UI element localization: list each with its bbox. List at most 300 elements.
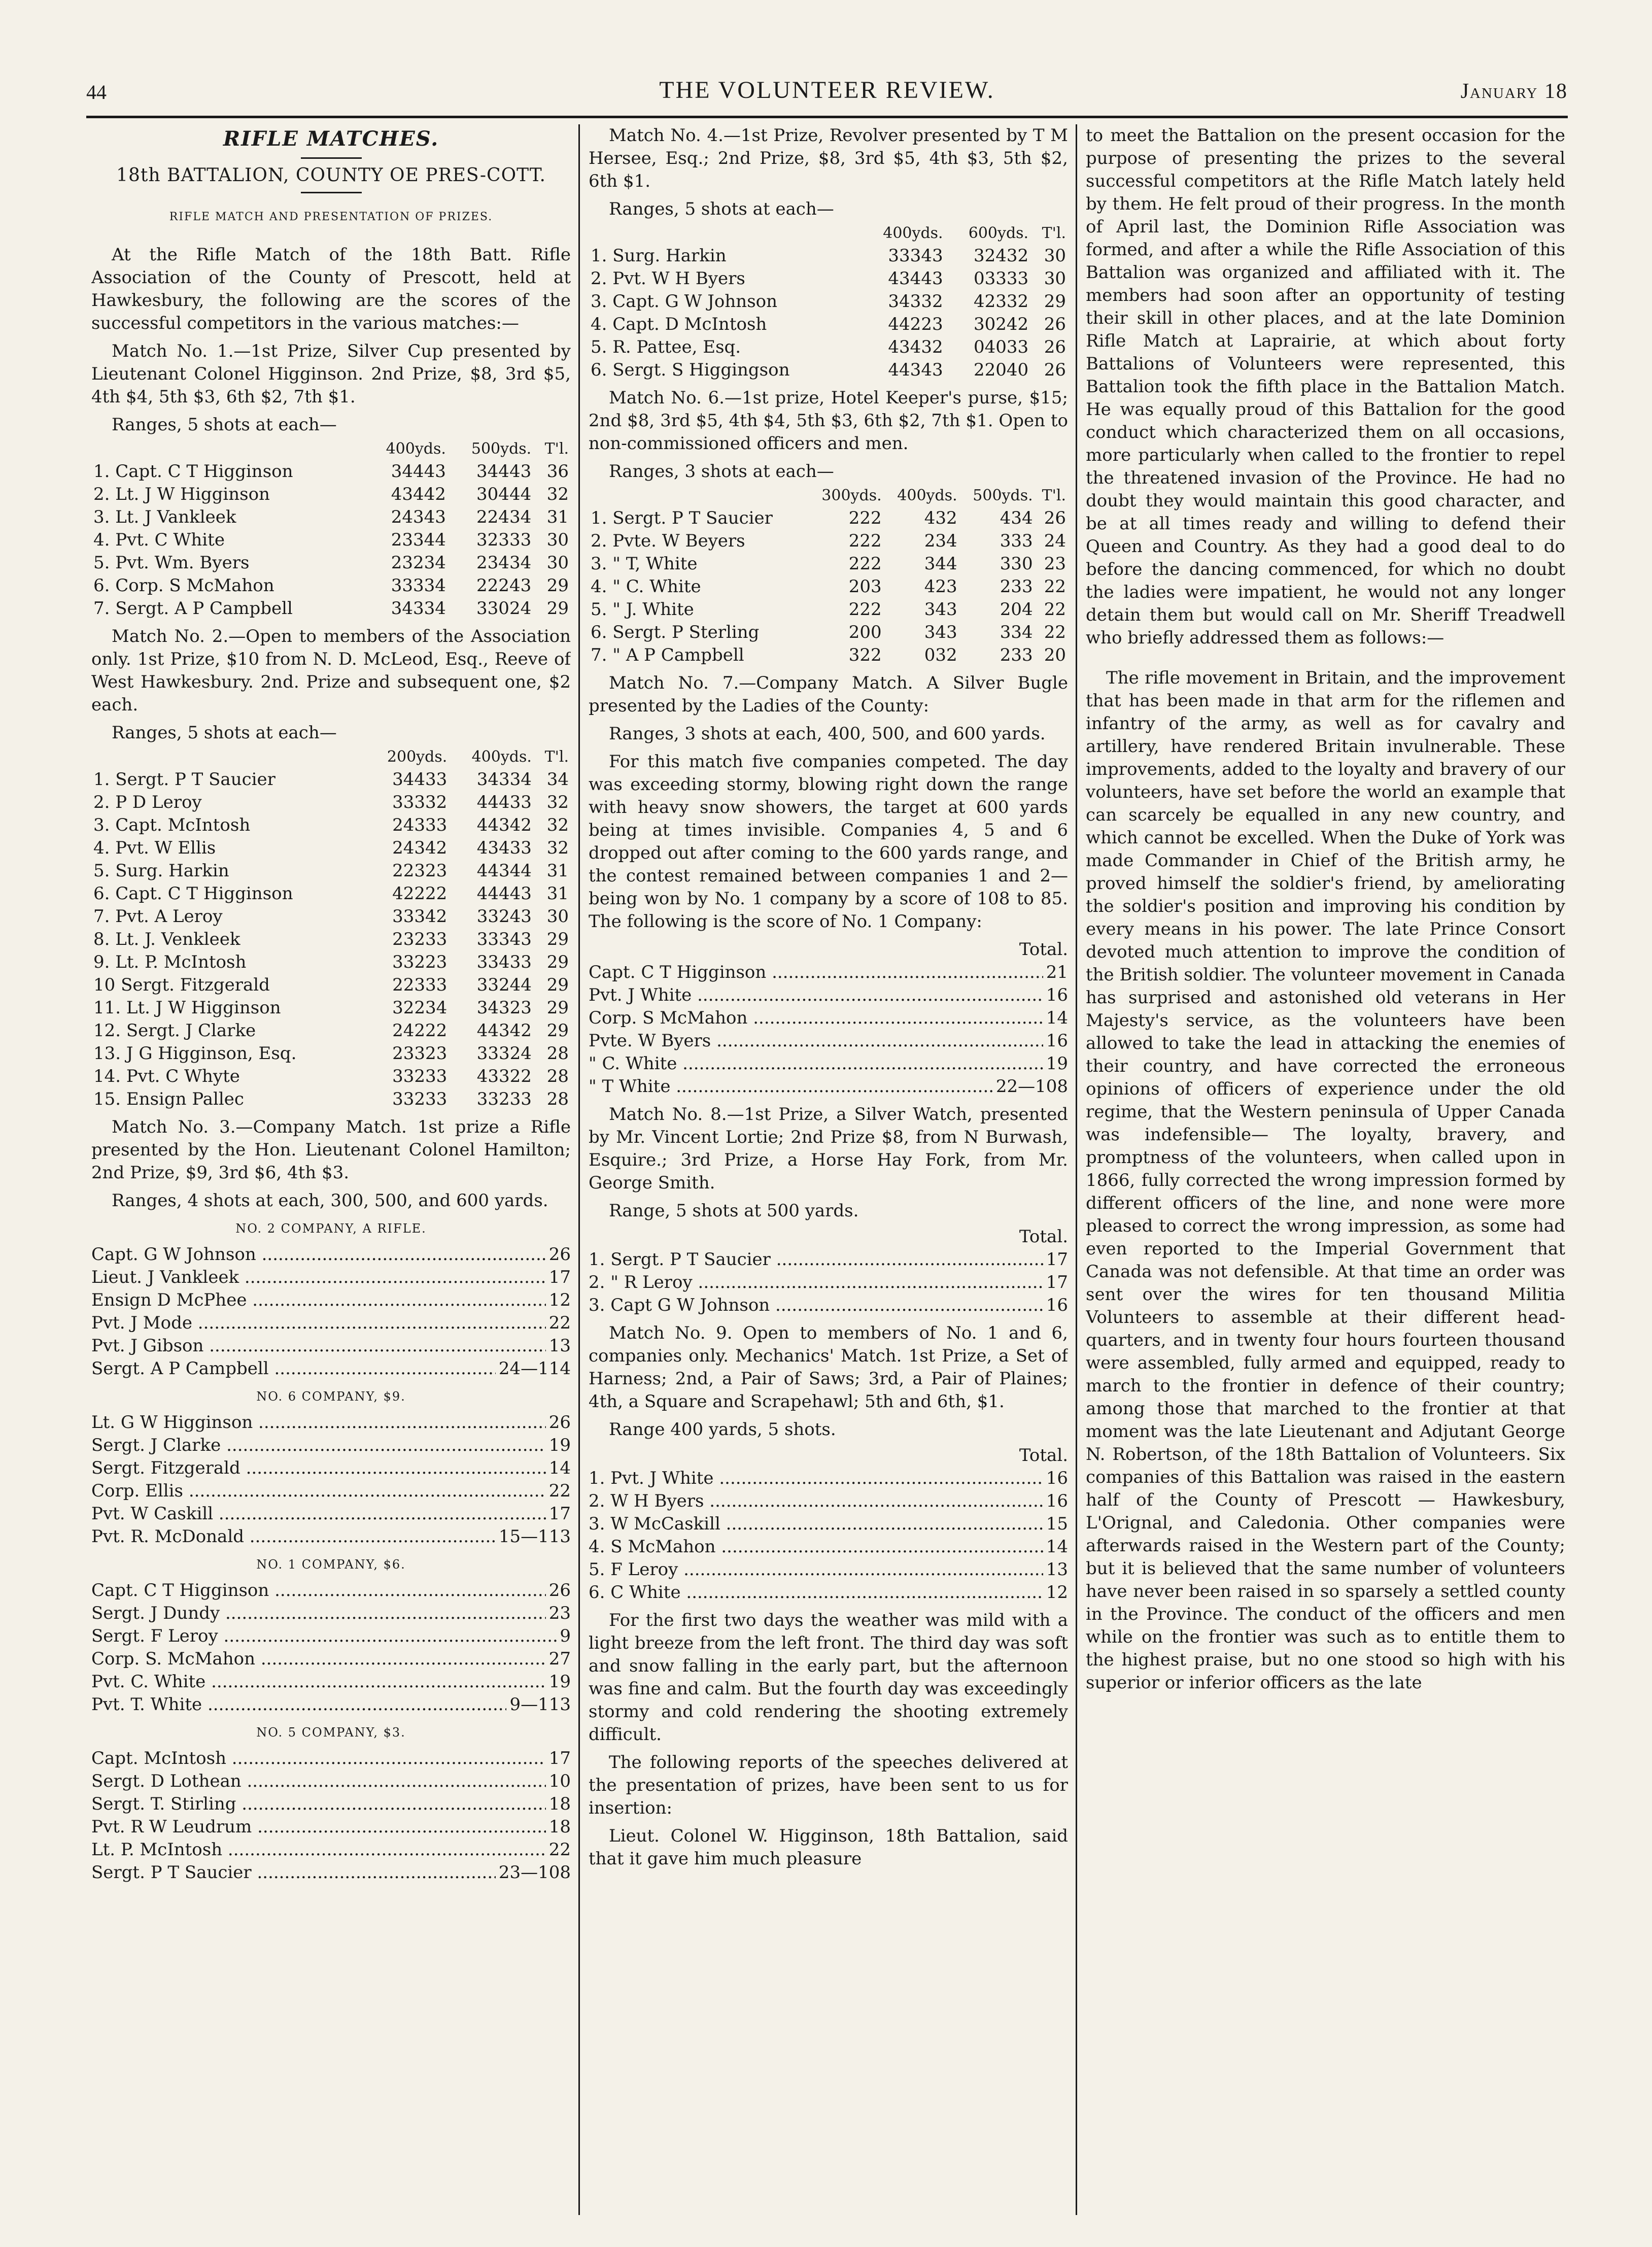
score-cell: 20 [1044, 645, 1066, 665]
competitor-name: 7. Sergt. A P Campbell [93, 598, 293, 619]
score-cell: 44342 [476, 1020, 532, 1041]
score-cell: 30 [546, 530, 569, 550]
score-cell: 30 [546, 553, 569, 573]
subheading: 18th BATTALION, COUNTY OE PRES-COTT. [116, 165, 546, 186]
score-cell: 29 [1044, 291, 1066, 312]
column-3 [1086, 124, 1565, 2215]
score-cell: 33233 [476, 1089, 532, 1109]
competitor-name: Lt. P. McIntosh ..... [91, 1839, 546, 1861]
score-list-item [91, 1625, 571, 1648]
score-row [91, 928, 571, 951]
competitor-name: 2. P D Leroy [93, 792, 202, 812]
heading-rule [301, 192, 362, 193]
score-row [91, 483, 571, 506]
competitor-name: 7. Pvt. A Leroy [93, 906, 223, 927]
competitor-name: 1. Sergt. P T Saucier [591, 508, 773, 528]
match-2-table: 200yds. 400yds. T'l. 1. Sergt. P T Saucier 34433 34334 34 2. P D Leroy 33332 44433 32 3. Capt. McIntosh 24333 44342 32 4. Pvt. W Ellis 24342 43433 32 5. Surg. Harkin 22323 44344 31 6. Capt. C T Higginson 42222 44443 31 7. Pvt. A Leroy 33342 33243 30 8. Lt. J. Venkleek 23233 33343 29 9. Lt. P. McIntosh 33223 33433 29 10 Sergt. Fitzgerald 22333 33244 29 11. Lt. J W Higginson 32234 34323 29 12. Sergt. J Clarke 24222 44342 29 13. J G Higginson, Esq. 23323 33324 28 14. Pvt. C Whyte 33233 43322 28 15. Ensign Pallec 33233 33233 28 [91, 745, 571, 1111]
score-cell: 33343 [476, 929, 532, 949]
match-7-text: Match No. 7.—Company Match. A Silver Bugle presented by the Ladies of the County: [589, 673, 1068, 716]
score-cell: 222 [848, 554, 882, 574]
score-cell: 44342 [476, 815, 532, 835]
score-row [91, 974, 571, 997]
score-cell: 23323 [392, 1043, 448, 1064]
score-cell: 23344 [391, 530, 446, 550]
score-value: 26 [548, 1244, 571, 1265]
score-cell: 222 [848, 531, 882, 551]
page-number: 44 [86, 81, 107, 104]
score-cell: 222 [848, 599, 882, 620]
score-row [91, 997, 571, 1019]
score-row [91, 768, 571, 791]
competitor-name: 5. Surg. Harkin [93, 861, 229, 881]
competitor-name: Pvt. J White ..... [589, 984, 1043, 1007]
competitor-name: Pvt. J Mode ..... [91, 1312, 546, 1335]
score-list-item [589, 1558, 1068, 1581]
score-cell: 26 [1044, 337, 1066, 357]
score-value: 26 [548, 1412, 571, 1433]
competitor-name: 5. Pvt. Wm. Byers [93, 553, 250, 573]
score-cell: 333 [1000, 531, 1033, 551]
match-2-ranges: Ranges, 5 shots at each— [112, 723, 337, 743]
score-cell: 34323 [476, 998, 532, 1018]
score-row [589, 575, 1068, 598]
score-value: 12 [1046, 1582, 1068, 1603]
score-value: 16 [1046, 1295, 1068, 1315]
match-4-table: 400yds. 600yds. T'l. 1. Surg. Harkin 33343 32432 30 2. Pvt. W H Byers 43443 03333 30 3. Capt. G W Johnson 34332 42332 29 4. Capt. D McIntosh 44223 30242 26 5. R. Pattee, Esq. 43432 04033 26 6. Sergt. S Higgingson 44343 22040 26 [589, 222, 1068, 382]
score-cell: 23234 [391, 553, 446, 573]
score-cell: 32 [546, 484, 569, 504]
score-row [589, 313, 1068, 336]
score-cell: 22243 [476, 575, 532, 596]
competitor-name: 6. Sergt. P Sterling [591, 622, 760, 642]
score-cell: 03333 [973, 268, 1029, 289]
score-cell: 26 [1044, 360, 1066, 380]
score-cell: 22333 [392, 975, 448, 995]
score-row [91, 814, 571, 837]
competitor-name: 3. Capt. McIntosh [93, 815, 251, 835]
score-row [589, 336, 1068, 359]
score-cell: 33223 [392, 952, 448, 972]
header-rule [86, 116, 1568, 118]
competitor-name: 5. " J. White [591, 599, 694, 620]
score-value: 16 [1046, 1468, 1068, 1488]
score-cell: 29 [546, 1020, 569, 1041]
competitor-name: 9. Lt. P. McIntosh [93, 952, 247, 972]
competitor-name: 1. Sergt. P T Saucier ..... [589, 1248, 1043, 1271]
score-cell: 33343 [888, 246, 943, 266]
score-cell: 29 [546, 952, 569, 972]
score-cell: 233 [1000, 645, 1033, 665]
competitor-name: 4. Pvt. W Ellis [93, 838, 216, 858]
score-value: 22 [548, 1840, 571, 1860]
score-list-item [589, 1248, 1068, 1271]
score-cell: 32333 [476, 530, 532, 550]
competitor-name: 4. Capt. D McIntosh [591, 314, 767, 334]
score-cell: 42332 [973, 291, 1029, 312]
competitor-name: 2. " R Leroy ..... [589, 1271, 1043, 1294]
score-cell: 33334 [391, 575, 446, 596]
competitor-name: Corp. S. McMahon ..... [91, 1648, 546, 1671]
score-list-item [91, 1648, 571, 1671]
score-cell: 32 [546, 792, 569, 812]
score-cell: 24343 [391, 507, 446, 527]
score-cell: 200 [848, 622, 882, 642]
score-cell: 43442 [391, 484, 446, 504]
score-row [589, 644, 1068, 667]
company-heading: NO. 5 COMPANY, $3. [256, 1725, 406, 1740]
competitor-name: Sergt. J Clarke ..... [91, 1434, 546, 1457]
competitor-name: Sergt. J Dundy ..... [91, 1602, 546, 1625]
competitor-name: Capt. C T Higginson ..... [589, 961, 1043, 984]
score-cell: 26 [1044, 508, 1066, 528]
score-value: 16 [1046, 1031, 1068, 1051]
match-2-text: Match No. 2.—Open to members of the Association only. 1st Prize, $10 from N. D. McLeod, Esq., Reeve of West Hawkesbury. 2nd. Prize and subsequent one, $2 each. [91, 626, 571, 715]
score-cell: 322 [848, 645, 882, 665]
score-list-item [589, 1271, 1068, 1294]
score-cell: 204 [1000, 599, 1033, 620]
score-list-item [589, 1007, 1068, 1030]
company-heading: NO. 1 COMPANY, $6. [256, 1557, 406, 1572]
competitor-name: 12. Sergt. J Clarke [93, 1020, 256, 1041]
match-1-text: Match No. 1.—1st Prize, Silver Cup presented by Lieutenant Colonel Higginson. 2nd Prize, $8, 3rd $5, 4th $4, 5th $3, 6th $2, 7th $1. [91, 341, 571, 407]
score-cell: 33342 [392, 906, 448, 927]
competitor-name: 3. Capt. G W Johnson [591, 291, 778, 312]
score-cell: 34443 [476, 461, 532, 482]
score-cell: 33233 [392, 1089, 448, 1109]
score-value: 17 [1046, 1272, 1068, 1292]
score-value: 18 [548, 1817, 571, 1837]
score-list-item [589, 1052, 1068, 1075]
competitor-name: Pvt. J Gibson ..... [91, 1335, 546, 1357]
score-value: 23—108 [498, 1862, 571, 1883]
match-7-description: For this match five companies competed. The day was exceeding stormy, blowing right down the range with heavy snow showers, the target at 600 yards being at times invisible. Companies 4, 5 and 6 dropped out after coming to the 600 yards range, and the contest remained between companies 1 and 2—being won by No. 1 company by a score of 108 to 85. The following is the score of No. 1 Company: [589, 752, 1068, 932]
score-cell: 36 [546, 461, 569, 482]
competitor-name: " C. White ..... [589, 1052, 1043, 1075]
competitor-name: 6. C White ..... [589, 1581, 1043, 1604]
score-cell: 34334 [476, 769, 532, 790]
score-cell: 22434 [476, 507, 532, 527]
score-row [589, 359, 1068, 382]
score-row [589, 553, 1068, 575]
match-6-ranges: Ranges, 3 shots at each— [609, 461, 834, 482]
competitor-name: 4. Pvt. C White [93, 530, 225, 550]
score-value: 22—108 [995, 1076, 1068, 1097]
score-cell: 23 [1044, 554, 1066, 574]
competitor-name: 1. Surg. Harkin [591, 246, 727, 266]
score-list-item [91, 1457, 571, 1480]
score-cell: 33243 [476, 906, 532, 927]
score-cell: 30 [546, 906, 569, 927]
score-list-item [91, 1312, 571, 1335]
score-cell: 28 [546, 1089, 569, 1109]
score-cell: 44443 [476, 883, 532, 904]
score-cell: 24222 [392, 1020, 448, 1041]
score-value: 10 [548, 1771, 571, 1791]
competitor-name: 6. Capt. C T Higginson [93, 883, 293, 904]
score-row [91, 1065, 571, 1088]
score-cell: 30 [1044, 246, 1066, 266]
score-value: 24—114 [498, 1358, 571, 1379]
score-value: 17 [548, 1267, 571, 1287]
score-value: 13 [1046, 1559, 1068, 1580]
score-list-item [91, 1525, 571, 1548]
competitor-name: 3. W McCaskill ..... [589, 1513, 1043, 1536]
score-cell: 44223 [888, 314, 943, 334]
competitor-name: 6. Sergt. S Higgingson [591, 360, 790, 380]
score-list-item [91, 1266, 571, 1289]
score-value: 13 [548, 1336, 571, 1356]
score-cell: 28 [546, 1043, 569, 1064]
competitor-name: 5. F Leroy ..... [589, 1558, 1043, 1581]
score-value: 19 [548, 1435, 571, 1455]
match-9-score-list [589, 1467, 1068, 1604]
company-heading: NO. 6 COMPANY, $9. [256, 1389, 406, 1404]
competitor-name: 4. " C. White [591, 576, 701, 597]
score-cell: 34334 [391, 598, 446, 619]
page-header [86, 76, 1568, 112]
competitor-name: 2. W H Byers ..... [589, 1490, 1043, 1513]
score-value: 19 [1046, 1053, 1068, 1074]
score-list-item [91, 1747, 571, 1770]
competitor-name: Pvt. T. White ..... [91, 1693, 506, 1716]
score-list-item [589, 1075, 1068, 1098]
score-value: 15 [1046, 1514, 1068, 1534]
score-list-item [91, 1503, 571, 1525]
score-row [91, 905, 571, 928]
score-cell: 34332 [888, 291, 943, 312]
score-list-item [91, 1693, 571, 1716]
match-4-text: Match No. 4.—1st Prize, Revolver presented by T M Hersee, Esq.; 2nd Prize, $8, 3rd $5, 4th $3, 5th $2, 6th $1. [589, 125, 1068, 191]
lieut-colonel-paragraph: Lieut. Colonel W. Higginson, 18th Battalion, said that it gave him much pleasure [589, 1826, 1068, 1869]
competitor-name: 3. Lt. J Vankleek [93, 507, 236, 527]
score-list-item [589, 1467, 1068, 1490]
score-cell: 43432 [888, 337, 943, 357]
score-cell: 29 [546, 598, 569, 619]
score-list-item [91, 1579, 571, 1602]
match-1-ranges: Ranges, 5 shots at each— [112, 415, 337, 435]
score-list-item [589, 1536, 1068, 1558]
score-cell: 32432 [973, 246, 1029, 266]
score-value: 9 [560, 1626, 571, 1646]
score-value: 26 [548, 1580, 571, 1601]
score-cell: 31 [546, 861, 569, 881]
score-value: 12 [548, 1290, 571, 1310]
score-value: 14 [1046, 1008, 1068, 1028]
score-row [589, 267, 1068, 290]
competitor-name: Sergt. P T Saucier ..... [91, 1861, 496, 1884]
score-cell: 330 [1000, 554, 1033, 574]
score-list-item [91, 1480, 571, 1503]
score-cell: 24 [1044, 531, 1066, 551]
score-list-item [91, 1335, 571, 1357]
score-cell: 31 [546, 883, 569, 904]
score-cell: 29 [546, 998, 569, 1018]
column-2 [589, 124, 1068, 2215]
competitor-name: Capt. G W Johnson ..... [91, 1243, 546, 1266]
score-cell: 24342 [392, 838, 448, 858]
score-cell: 31 [546, 507, 569, 527]
competitor-name: 3. Capt G W Johnson ..... [589, 1294, 1043, 1317]
match-8-score-list [589, 1248, 1068, 1317]
score-value: 22 [548, 1313, 571, 1333]
competitor-name: Pvt. W Caskill ..... [91, 1503, 546, 1525]
score-cell: 22 [1044, 622, 1066, 642]
issue-date: January 18 [1460, 80, 1568, 103]
score-cell: 34433 [392, 769, 448, 790]
match-9-range: Range 400 yards, 5 shots. [609, 1419, 836, 1440]
competitor-name: Sergt. T. Stirling ..... [91, 1793, 546, 1816]
score-list-item [589, 1581, 1068, 1604]
match-6-table: 300yds. 400yds. 500yds. T'l. 1. Sergt. P T Saucier 222 432 434 26 2. Pvte. W Beyers 222 234 333 24 3. " T, White 222 344 330 23 4. " C. White 203 423 233 22 5. " J. White 222 343 204 22 6. Sergt. P Sterling 200 343 334 22 7. " A P Campbell 322 032 233 20 [589, 484, 1068, 667]
score-cell: 44344 [476, 861, 532, 881]
score-cell: 222 [848, 508, 882, 528]
score-cell: 344 [924, 554, 957, 574]
competitor-name: 1. Capt. C T Higginson [93, 461, 293, 482]
score-cell: 34443 [391, 461, 446, 482]
competitor-name: 5. R. Pattee, Esq. [591, 337, 741, 357]
score-cell: 203 [848, 576, 882, 597]
score-cell: 26 [1044, 314, 1066, 334]
competitor-name: Sergt. F Leroy ..... [91, 1625, 557, 1648]
score-row [91, 552, 571, 574]
score-row [91, 882, 571, 905]
competitor-name: 1. Sergt. P T Saucier [93, 769, 276, 790]
speech-paragraph: to meet the Battalion on the present occasion for the purpose of presenting the prizes to the several successful competitors at the Rifle Match lately held by them. He felt proud of their progress. In the month of April last, the Dominion Rifle Association was formed, and after a while the Rifle Association of this Battalion was organized and affiliated with it. The members had soon after an opportunity of testing their skill in other places, and at the late Dominion Rifle Match at Laprairie, at which about forty Battalions of Volunteers were represented, this Battalion took the fifth place in the Battalion Match. He was equally proud of this Battalion for the good conduct which characterized them on all occasions, more particularly when called to the frontier to repel the threatened invasion of the Province. He had no doubt they would maintain this good character, and be at all times ready and willing to defend their Queen and Country. As they had a good deal to do before the dancing commenced, for which no doubt the ladies were impatient, he would not any longer detain them but would call on Mr. Sheriff Treadwell who briefly addressed them as follows:— [1086, 125, 1565, 648]
score-value: 14 [548, 1458, 571, 1478]
score-value: 27 [548, 1649, 571, 1669]
competitor-name: Corp. Ellis ..... [91, 1480, 546, 1503]
competitor-name: Pvt. R W Leudrum ..... [91, 1816, 546, 1839]
competitor-name: Lieut. J Vankleek ..... [91, 1266, 546, 1289]
score-row [589, 530, 1068, 553]
score-cell: 43322 [476, 1066, 532, 1086]
score-value: 15—113 [498, 1526, 571, 1547]
score-row [91, 460, 571, 483]
score-row [589, 621, 1068, 644]
competitor-name: Pvt. C. White ..... [91, 1671, 546, 1693]
competitor-name: 13. J G Higginson, Esq. [93, 1043, 297, 1064]
score-list-item [91, 1793, 571, 1816]
score-cell: 44343 [888, 360, 943, 380]
score-list-item [91, 1839, 571, 1861]
intro-paragraph: At the Rifle Match of the 18th Batt. Rifle Association of the County of Prescott, held at Hawkesbury, the following are the scores of the successful competitors in the various matches:— [91, 245, 571, 333]
competitor-name: " T White ..... [589, 1075, 993, 1098]
company-heading: NO. 2 COMPANY, A RIFLE. [235, 1221, 427, 1236]
score-cell: 28 [546, 1066, 569, 1086]
competitor-name: Pvt. R. McDonald ..... [91, 1525, 496, 1548]
score-cell: 29 [546, 575, 569, 596]
column-divider [1076, 124, 1077, 2215]
score-list-item [91, 1861, 571, 1884]
match-7-ranges: Ranges, 3 shots at each, 400, 500, and 600 yards. [609, 724, 1046, 744]
competitor-name: 7. " A P Campbell [591, 645, 744, 665]
match-4-ranges: Ranges, 5 shots at each— [609, 199, 834, 219]
score-list-item [91, 1411, 571, 1434]
score-cell: 30444 [476, 484, 532, 504]
score-value: 21 [1046, 962, 1068, 982]
score-cell: 32 [546, 838, 569, 858]
score-cell: 42222 [392, 883, 448, 904]
score-row [589, 507, 1068, 530]
competitor-name: 6. Corp. S McMahon [93, 575, 274, 596]
total-label: Total. [1019, 939, 1068, 960]
competitor-name: 3. " T, White [591, 554, 698, 574]
score-cell: 34 [546, 769, 569, 790]
score-value: 16 [1046, 985, 1068, 1005]
match-3-text: Match No. 3.—Company Match. 1st prize a Rifle presented by the Hon. Lieutenant Colonel Hamilton; 2nd Prize, $9, 3rd $6, 4th $3. [91, 1117, 571, 1183]
competitor-name: 4. S McMahon ..... [589, 1536, 1043, 1558]
score-row [91, 837, 571, 860]
score-cell: 423 [924, 576, 957, 597]
score-value: 14 [1046, 1537, 1068, 1557]
score-row [589, 290, 1068, 313]
competitor-name: 2. Pvt. W H Byers [591, 268, 745, 289]
score-cell: 33324 [476, 1043, 532, 1064]
column-divider [578, 124, 580, 2215]
score-row [91, 1019, 571, 1042]
score-list-item [589, 961, 1068, 984]
speeches-paragraph: The following reports of the speeches delivered at the presentation of prizes, have been sent to us for insertion: [589, 1752, 1068, 1818]
score-cell: 032 [924, 645, 957, 665]
competitor-name: Corp. S McMahon ..... [589, 1007, 1043, 1030]
score-cell: 43443 [888, 268, 943, 289]
score-list-item [91, 1357, 571, 1380]
match-1-table: 400yds. 500yds. T'l. 1. Capt. C T Higginson 34443 34443 36 2. Lt. J W Higginson 43442 30444 32 3. Lt. J Vankleek 24343 22434 31 4. Pvt. C White 23344 32333 30 5. Pvt. Wm. Byers 23234 23434 30 6. Corp. S McMahon 33334 22243 29 7. Sergt. A P Campbell 34334 33024 29 [91, 437, 571, 620]
score-row [589, 245, 1068, 267]
score-row [91, 574, 571, 597]
score-cell: 30242 [973, 314, 1029, 334]
competitor-name: 10 Sergt. Fitzgerald [93, 975, 270, 995]
score-cell: 432 [924, 508, 957, 528]
score-value: 17 [548, 1748, 571, 1768]
competitor-name: 2. Pvte. W Beyers [591, 531, 745, 551]
score-list-item [91, 1289, 571, 1312]
score-cell: 23434 [476, 553, 532, 573]
subtitle: RIFLE MATCH AND PRESENTATION OF PRIZES. [169, 211, 493, 223]
score-cell: 23233 [392, 929, 448, 949]
match-7-score-list [589, 961, 1068, 1098]
match-8-text: Match No. 8.—1st Prize, a Silver Watch, presented by Mr. Vincent Lortie; 2nd Prize $8, from N Burwash, Esquire.; 3rd Prize, a Horse Hay Fork, from Mr. George Smith. [589, 1104, 1068, 1193]
score-row [91, 791, 571, 814]
score-list-item [91, 1243, 571, 1266]
score-cell: 334 [1000, 622, 1033, 642]
competitor-name: Capt. C T Higginson ..... [91, 1579, 546, 1602]
score-cell: 32 [546, 815, 569, 835]
score-list-item [91, 1602, 571, 1625]
score-value: 17 [548, 1504, 571, 1524]
score-value: 16 [1046, 1491, 1068, 1511]
heading-rule [301, 157, 362, 159]
competitor-name: Sergt. D Lothean ..... [91, 1770, 546, 1793]
section-heading: RIFLE MATCHES. [223, 127, 439, 151]
score-cell: 32234 [392, 998, 448, 1018]
score-cell: 22 [1044, 576, 1066, 597]
company-score-list [91, 1243, 571, 1380]
column-1 [91, 124, 571, 2215]
score-cell: 434 [1000, 508, 1033, 528]
score-list-item [91, 1816, 571, 1839]
score-value: 9—113 [509, 1694, 571, 1715]
score-cell: 29 [546, 975, 569, 995]
score-cell: 33024 [476, 598, 532, 619]
match-8-range: Range, 5 shots at 500 yards. [609, 1201, 859, 1221]
score-row [91, 1042, 571, 1065]
score-cell: 33233 [392, 1066, 448, 1086]
company-score-list [91, 1411, 571, 1548]
score-list-item [91, 1671, 571, 1693]
match-9-text: Match No. 9. Open to members of No. 1 and 6, companies only. Mechanics' Match. 1st Prize, a Set of Harness; 2nd, a Pair of Saws; 3rd, a Pair of Plaines; 4th, a Square and Scrapehawl; 5th and 6th, $1. [589, 1323, 1068, 1412]
score-cell: 33244 [476, 975, 532, 995]
